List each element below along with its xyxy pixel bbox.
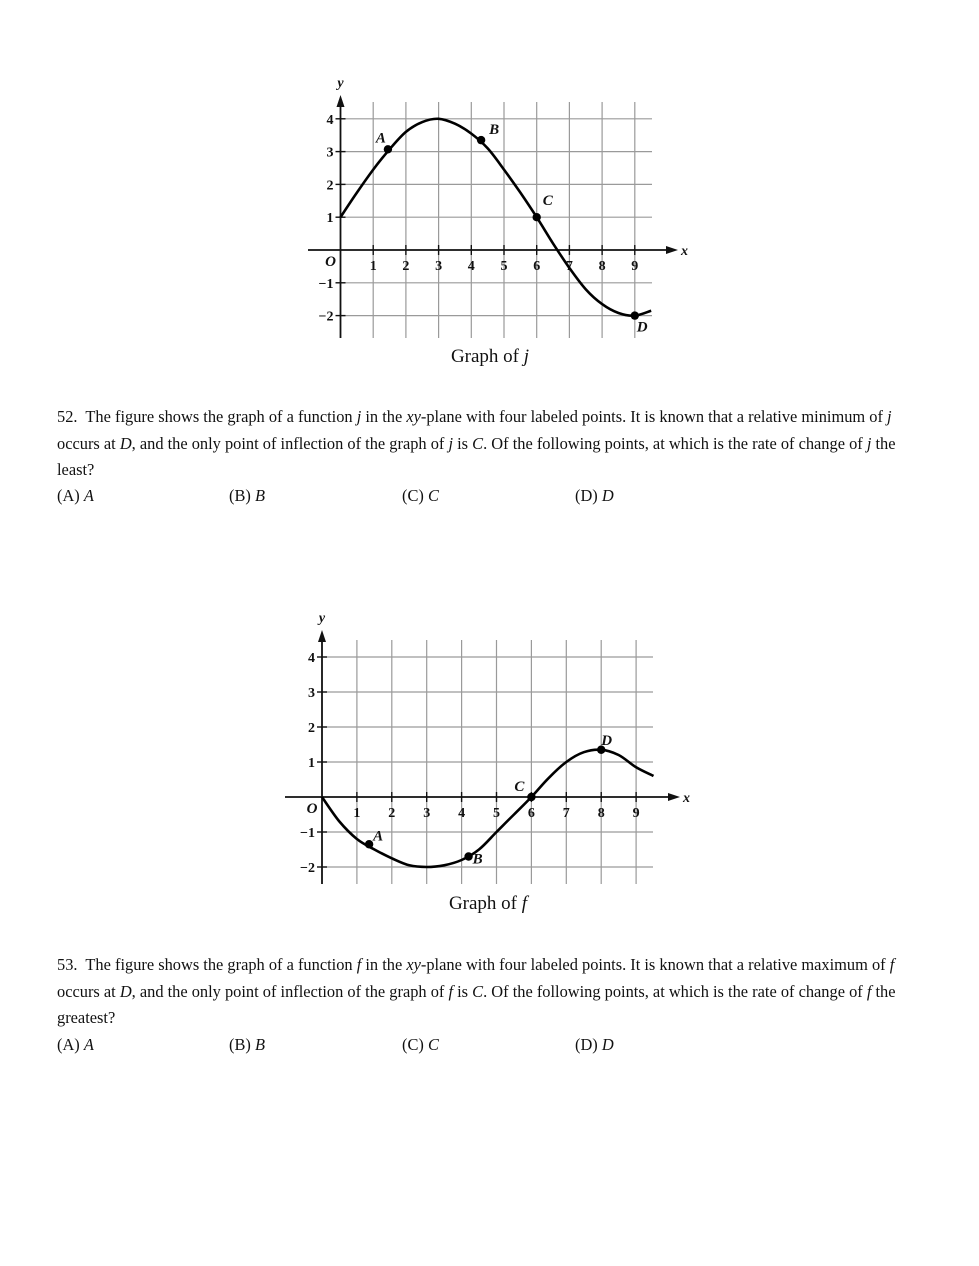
point-d-label: D — [636, 319, 648, 336]
question-53 — [57, 952, 927, 1032]
x-tick-label: 5 — [500, 259, 508, 274]
point-a — [384, 145, 392, 153]
x-axis-arrow — [666, 246, 678, 254]
origin-label: O — [306, 801, 318, 817]
y-tick-label: −2 — [318, 309, 334, 325]
question-text: The figure shows the graph of a function j in the xy-plane with four labeled points. It is known that a relative minimum of j occurs at D, and the only point of inflection of the graph of j is C. Of the following points, at which is the rate of change of j the least? — [57, 407, 896, 479]
point-a — [365, 840, 373, 848]
graph-caption: Graph of f — [448, 893, 528, 914]
x-axis-arrow — [668, 793, 680, 801]
question-number: 53. — [57, 955, 78, 974]
point-b-label: B — [489, 122, 500, 139]
y-axis-arrow — [337, 95, 345, 107]
labeled-points — [365, 733, 612, 868]
x-tick-label: 3 — [423, 806, 431, 821]
x-tick-label: 4 — [458, 806, 466, 821]
y-tick-label: 3 — [308, 686, 315, 701]
choice-b[interactable]: (B) B — [229, 1035, 265, 1054]
x-tick-label: 2 — [402, 259, 410, 274]
y-tick-label: −1 — [300, 826, 315, 841]
axes — [308, 76, 688, 338]
x-tick-label: 8 — [597, 806, 605, 821]
choice-d[interactable]: (D) D — [575, 486, 614, 505]
y-tick-label: −2 — [300, 861, 315, 876]
y-tick-label: 3 — [326, 145, 334, 161]
labeled-points — [375, 122, 648, 335]
graph-j — [0, 0, 979, 380]
question-text: The figure shows the graph of a function f in the xy-plane with four labeled points. It is known that a relative maximum of f occurs at D, and the only point of inflection of the graph of f is C. Of the following points, at which is the rate of change of f the greatest? — [57, 955, 896, 1027]
y-tick-label: −1 — [318, 276, 334, 292]
x-axis-label: x — [681, 244, 688, 259]
x-tick-label: 8 — [598, 259, 606, 274]
graph-f — [0, 600, 979, 930]
x-tick-label: 5 — [493, 806, 500, 821]
ticks — [300, 651, 640, 876]
y-axis-label: y — [318, 611, 326, 626]
x-tick-label: 1 — [369, 259, 377, 274]
choice-b[interactable]: (B) B — [229, 486, 265, 505]
point-d — [631, 311, 639, 319]
origin-label: O — [325, 254, 336, 270]
point-c-label: C — [542, 193, 553, 210]
point-a-label: A — [375, 130, 386, 147]
point-c — [533, 213, 541, 221]
choice-a[interactable]: (A) A — [57, 1035, 94, 1054]
graph-caption: Graph of j — [450, 346, 530, 367]
point-c — [527, 793, 535, 801]
choice-c[interactable]: (C) C — [402, 1035, 439, 1054]
y-tick-label: 2 — [326, 178, 334, 194]
x-tick-label: 9 — [632, 806, 640, 821]
x-tick-label: 4 — [467, 259, 475, 274]
y-tick-label: 4 — [308, 651, 315, 666]
x-tick-label: 9 — [631, 259, 639, 274]
x-tick-label: 2 — [388, 806, 396, 821]
choice-c[interactable]: (C) C — [402, 486, 439, 505]
y-tick-label: 1 — [326, 211, 334, 227]
x-tick-label: 7 — [565, 259, 573, 274]
point-c-label: C — [514, 779, 525, 795]
y-tick-label: 4 — [326, 112, 334, 128]
x-tick-label: 6 — [533, 259, 541, 274]
y-axis-arrow — [318, 630, 326, 642]
choice-d[interactable]: (D) D — [575, 1035, 614, 1054]
point-a-label: A — [373, 828, 384, 845]
answer-choices-52 — [57, 486, 927, 512]
y-tick-label: 1 — [308, 756, 315, 771]
x-axis-label: x — [683, 791, 690, 806]
x-tick-label: 7 — [562, 806, 570, 821]
question-52 — [57, 404, 927, 484]
y-axis-label: y — [337, 76, 344, 91]
choice-a[interactable]: (A) A — [57, 486, 94, 505]
point-b — [477, 136, 485, 144]
x-tick-label: 6 — [527, 806, 535, 821]
x-tick-label: 3 — [435, 259, 443, 274]
x-tick-label: 1 — [353, 806, 361, 821]
point-b — [464, 852, 472, 860]
y-tick-label: 2 — [308, 721, 315, 736]
point-d-label: D — [601, 732, 613, 749]
point-b-label: B — [472, 851, 483, 868]
answer-choices-53 — [57, 1035, 927, 1061]
question-number: 52. — [57, 407, 78, 426]
